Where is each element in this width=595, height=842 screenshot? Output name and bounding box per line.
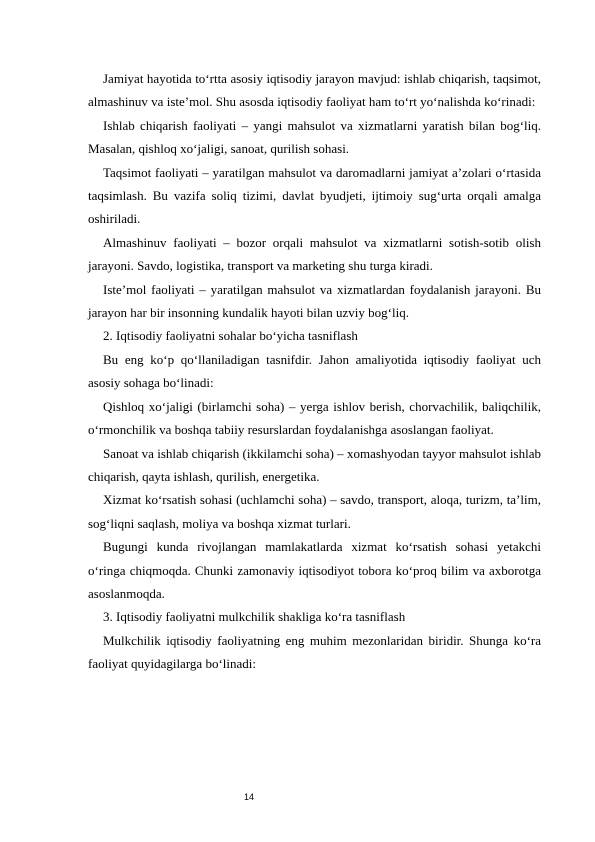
document-page xyxy=(88,67,541,676)
paragraph-consumption-activity: Iste’mol faoliyati – yaratilgan mahsulot va xizmatlardan foydalanish jarayoni. Bu jarayon har bir insonning kundalik hayoti bilan uzviy bog‘liq. xyxy=(88,281,541,321)
paragraph-exchange-activity: Almashinuv faoliyati – bozor orqali mahsulot va xizmatlarni sotish-sotib olish jarayoni. Savdo, logistika, transport va marketing shu turga kiradi. xyxy=(88,234,541,274)
paragraph-secondary-sector: Sanoat va ishlab chiqarish (ikkilamchi soha) – xomashyodan tayyor mahsulot ishlab chiqarish, qayta ishlash, qurilish, energetika. xyxy=(88,445,541,484)
paragraph-production-activity: Ishlab chiqarish faoliyati – yangi mahsulot va xizmatlarni yaratish bilan bog‘liq. Masalan, qishloq xo‘jaligi, sanoat, qurilish sohasi. xyxy=(88,117,541,157)
paragraph-distribution-activity: Taqsimot faoliyati – yaratilgan mahsulot va daromadlarni jamiyat a’zolari o‘rtasida taqsimlash. Bu vazifa soliq tizimi, davlat byudjeti, ijtimoiy sug‘urta orqali amalga oshiriladi. xyxy=(88,164,541,227)
paragraph-sectors-intro: Bu eng ko‘p qo‘llaniladigan tasnifdir. Jahon amaliyotida iqtisodiy faoliyat uch asosiy sohaga bo‘linadi: xyxy=(88,351,541,391)
paragraph-service-sector-trend: Bugungi kunda rivojlangan mamlakatlarda xizmat ko‘rsatish sohasi yetakchi o‘ringa chiqmoqda. Chunki zamonaviy iqtisodiyot tobora ko‘proq bilim va axborotga asoslanmoqda. xyxy=(88,539,541,601)
page-number: 14 xyxy=(244,792,255,802)
section-heading-ownership: 3. Iqtisodiy faoliyatni mulkchilik shakliga ko‘ra tasniflash xyxy=(103,609,406,625)
paragraph-primary-sector: Qishloq xo‘jaligi (birlamchi soha) – yerga ishlov berish, chorvachilik, baliqchilik, o‘rmonchilik va boshqa tabiiy resurslardan foydalanishga asoslangan faoliyat. xyxy=(88,398,541,438)
paragraph-ownership-intro: Mulkchilik iqtisodiy faoliyatning eng muhim mezonlaridan biridir. Shunga ko‘ra faoliyat quyidagilarga bo‘linadi: xyxy=(88,632,541,672)
section-heading-sectors: 2. Iqtisodiy faoliyatni sohalar bo‘yicha tasniflash xyxy=(103,328,358,344)
paragraph-economic-processes: Jamiyat hayotida to‘rtta asosiy iqtisodiy jarayon mavjud: ishlab chiqarish, taqsimot, almashinuv va iste’mol. Shu asosda iqtisodiy faoliyat ham to‘rt yo‘nalishda ko‘rinadi: xyxy=(88,71,541,110)
paragraph-tertiary-sector: Xizmat ko‘rsatish sohasi (uchlamchi soha) – savdo, transport, aloqa, turizm, ta’lim, sog‘liqni saqlash, moliya va boshqa xizmat turlari. xyxy=(88,492,541,531)
